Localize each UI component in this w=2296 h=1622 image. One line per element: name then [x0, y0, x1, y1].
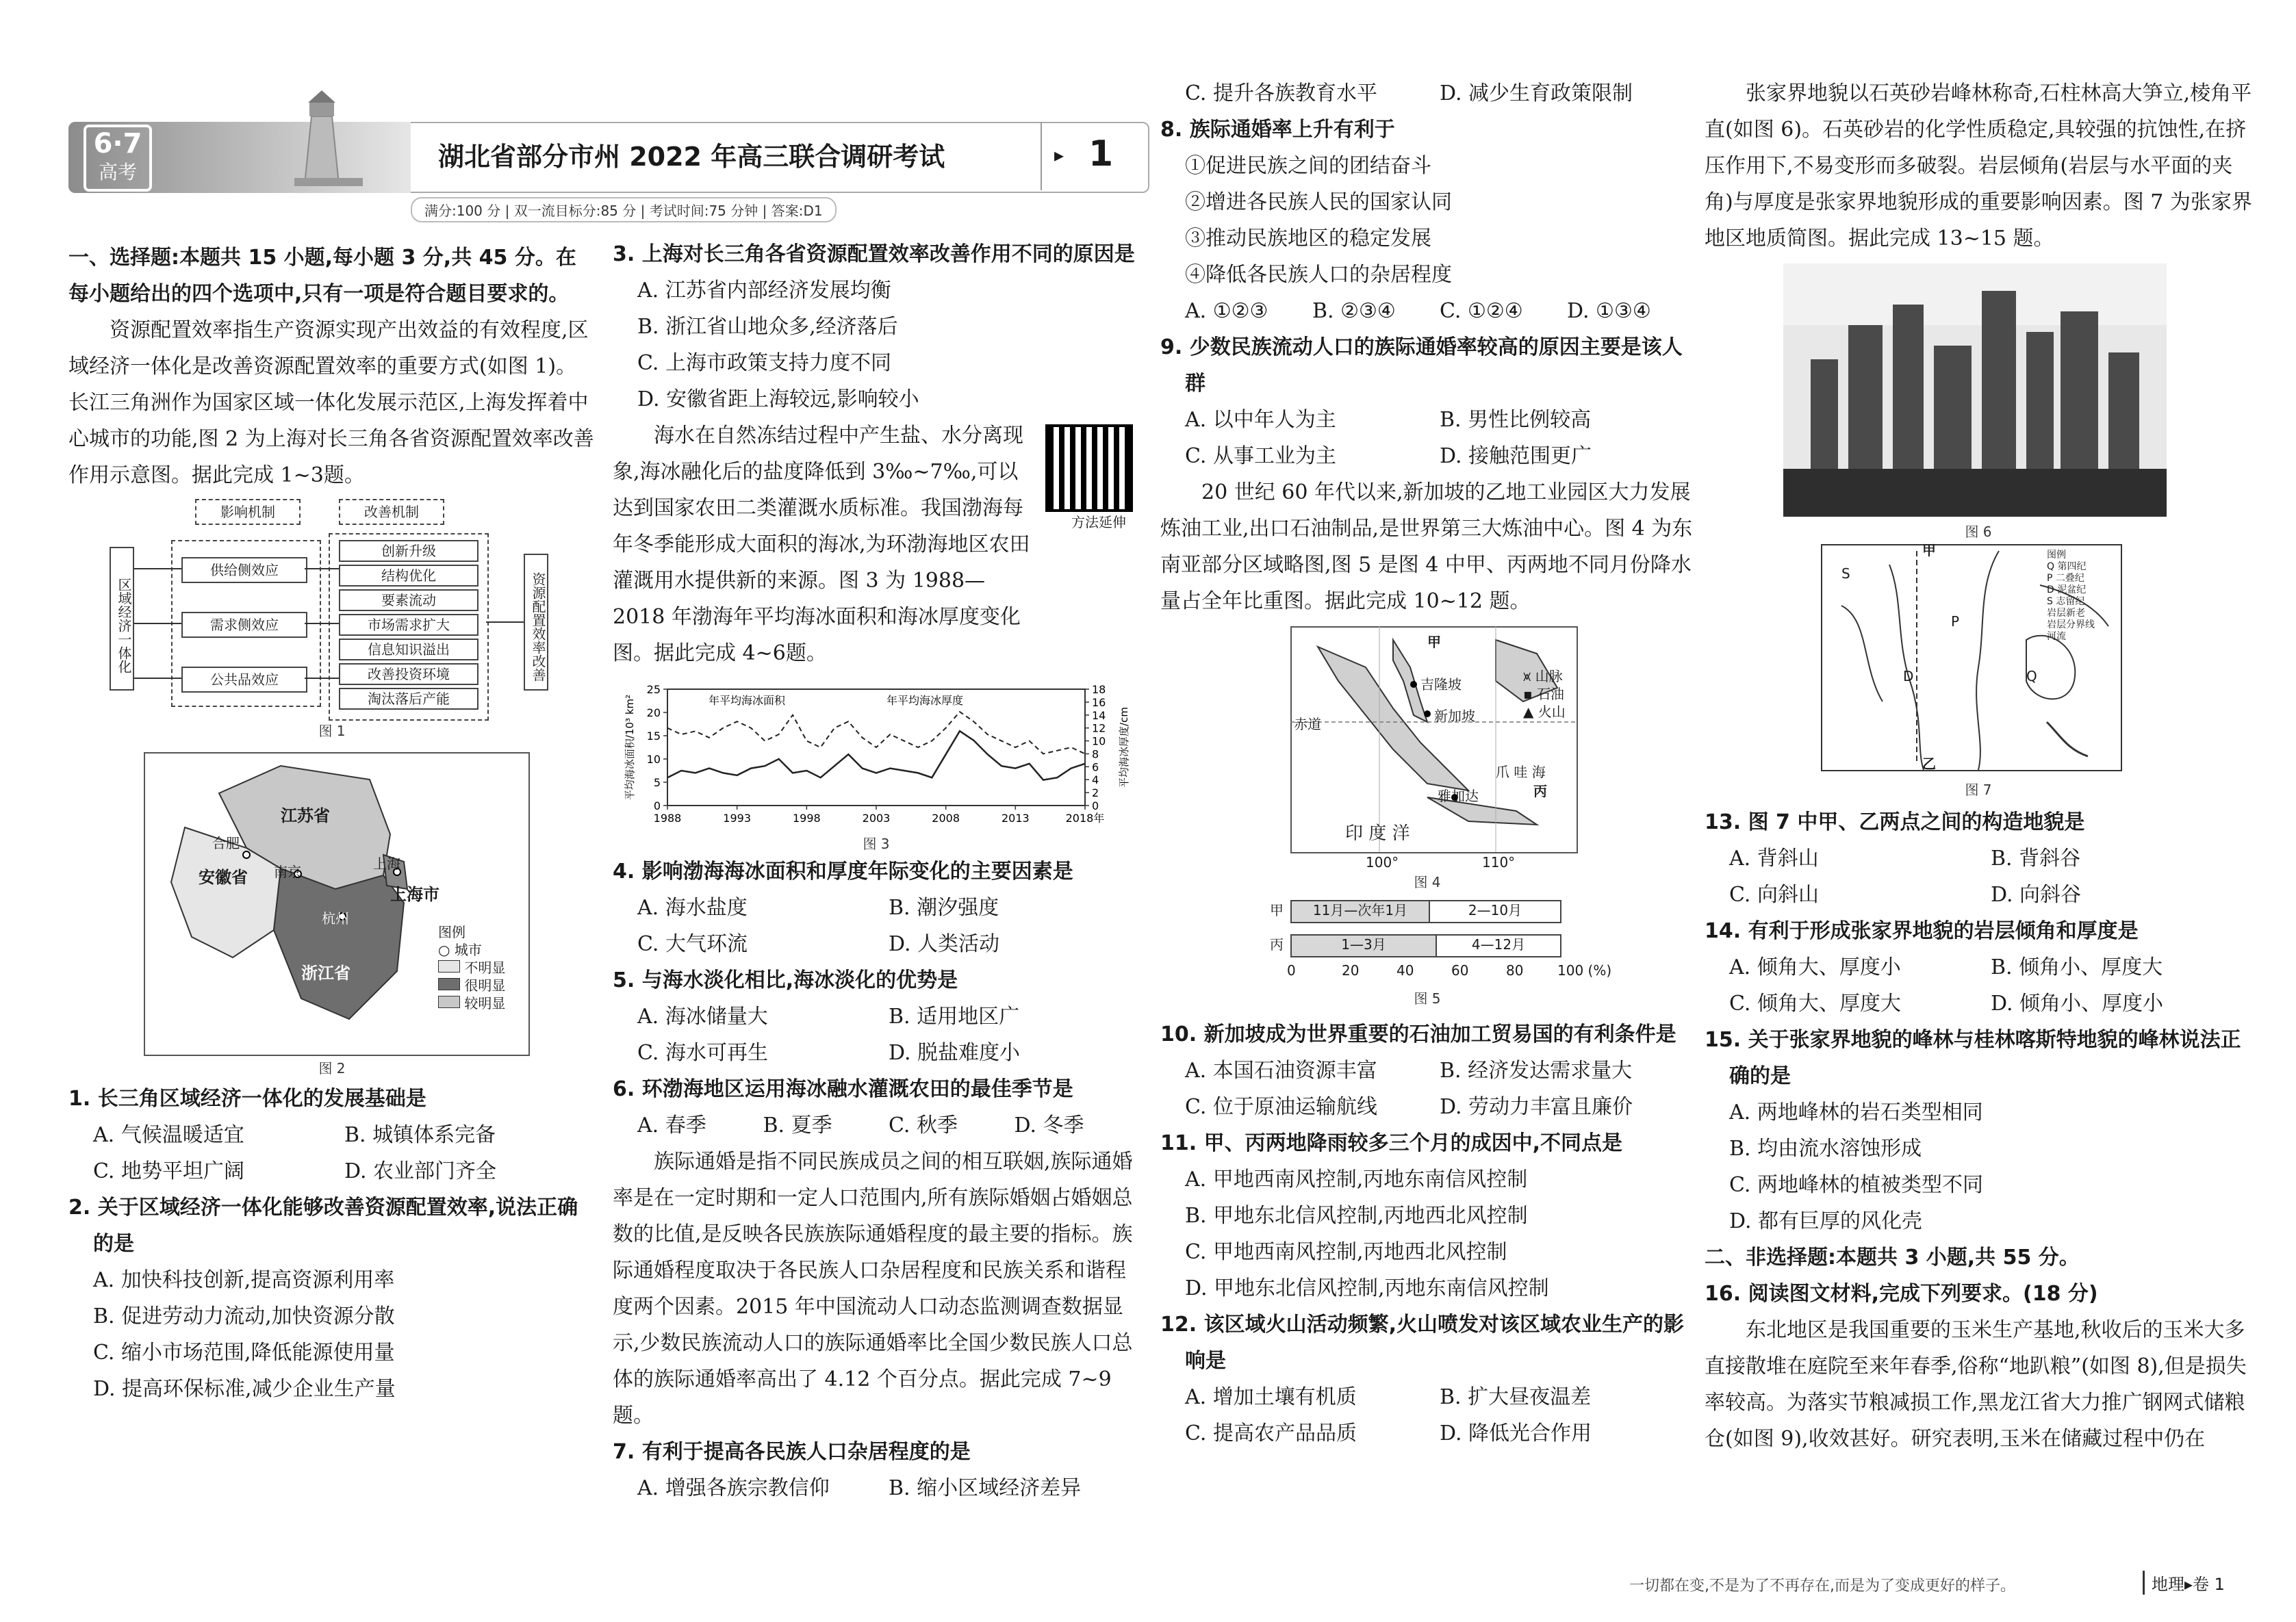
footer-page: 地理▸卷 1 [2143, 1571, 2225, 1595]
fig5-caption: 图 5 [1414, 990, 1441, 1007]
q9-opt-a[interactable]: A. 以中年人为主 [1185, 408, 1336, 432]
fig3-ytick-label: 25 [646, 683, 661, 696]
exam-header [68, 116, 1147, 219]
fig5-tick-20: 20 [1342, 962, 1360, 979]
fig3-xtick-label: 1993 [723, 812, 752, 825]
fig1-mech-2: 结构优化 [339, 565, 479, 587]
q4-stem: 4. 影响渤海海冰面积和厚度年际变化的主要因素是 [613, 860, 1073, 884]
q16-text: 东北地区是我国重要的玉米生产基地,秋收后的玉米大多直接散堆在庭院至来年春季,俗称“地趴粮”(如图 8),但是损失率较高。为落实节粮减损工作,黑龙江省大力推广钢网式储粮仓(如图 9),收效甚好。研究表明,玉米在储藏过程中仍在 [1705, 1318, 2247, 1451]
exam-title: 湖北省部分市州 2022 年高三联合调研考试 [438, 142, 945, 172]
fig2-jiangsu: 江苏省 [281, 806, 330, 825]
q4-opt-a[interactable]: A. 海水盐度 [637, 896, 748, 920]
q16-stem: 16. 阅读图文材料,完成下列要求。(18 分) [1705, 1282, 2098, 1306]
q3-opt-a[interactable]: A. 江苏省内部经济发展均衡 [637, 279, 891, 302]
q5-stem: 5. 与海水淡化相比,海冰淡化的优势是 [613, 968, 958, 992]
q14-opt-a[interactable]: A. 倾角大、厚度小 [1729, 955, 1901, 979]
fig3-ytick-right-label: 10 [1092, 734, 1106, 748]
fig7-q: Q [2026, 668, 2037, 684]
q14-opt-b[interactable]: B. 倾角小、厚度大 [1991, 955, 2163, 979]
q11-stem: 11. 甲、丙两地降雨较多三个月的成因中,不同点是 [1160, 1131, 1622, 1155]
intro-2: 海水在自然冻结过程中产生盐、水分离现象,海冰融化后的盐度降低到 3‰~7‰,可以达到国家农田二类灌溉水质标准。我国渤海每年冬季能形成大面积的海冰,为环渤海地区农田灌溉用水提供新的来源。图 3 为 1988—2018 年渤海年平均海冰面积和海冰厚度变化图。据此完成 4~6题。 [613, 424, 1030, 665]
q5-opt-d[interactable]: D. 脱盐难度小 [889, 1041, 1021, 1065]
fig1-mech-5: 信息知识溢出 [339, 639, 479, 660]
q4-options [613, 890, 1140, 962]
swatch-light [438, 960, 460, 973]
fig5-tick-80: 80 [1506, 962, 1524, 979]
q13-stem: 13. 图 7 中甲、乙两点之间的构造地貌是 [1705, 810, 2085, 834]
fig4-legend-oil [1523, 685, 1566, 703]
fig4-jakarta: 雅加达 [1438, 788, 1479, 804]
q13-options [1705, 840, 2252, 913]
figure-5 [1160, 893, 1694, 1016]
q11-opt-c[interactable]: C. 甲地西南风控制,丙地西北风控制 [1185, 1240, 1507, 1264]
q5-options [613, 999, 1140, 1071]
fig3-ytick-label: 0 [653, 799, 661, 812]
fig6-caption: 图 6 [1965, 524, 1992, 540]
q11-opt-a[interactable]: A. 甲地西南风控制,丙地东南信风控制 [1185, 1168, 1528, 1192]
q1-opt-c[interactable]: C. 地势平坦广阔 [93, 1159, 244, 1183]
q3-opt-b[interactable]: B. 浙江省山地众多,经济落后 [637, 315, 898, 339]
fig4-equator: 赤道 [1294, 716, 1321, 732]
fig3-xtick-label: 2018年 [1065, 812, 1105, 825]
q2-opt-b[interactable]: B. 促进劳动力流动,加快资源分散 [93, 1304, 395, 1328]
q15-opt-c[interactable]: C. 两地峰林的植被类型不同 [1729, 1173, 1983, 1197]
logo [84, 125, 152, 192]
fig4-legend-mountain [1523, 667, 1566, 685]
fig3-ytick-label: 10 [646, 753, 661, 766]
fig1-caption: 图 1 [318, 723, 346, 739]
figure-7 [1705, 544, 2252, 804]
fig1-mech-6: 改善投资环境 [339, 663, 479, 685]
q15-opt-a[interactable]: A. 两地峰林的岩石类型相同 [1729, 1100, 1983, 1124]
fig3-ylabel: 平均海冰面积/10³ km² [624, 694, 636, 801]
q10-opt-d[interactable]: D. 劳动力丰富且廉价 [1440, 1095, 1633, 1119]
q4-opt-b[interactable]: B. 潮汐强度 [889, 896, 999, 920]
fig7-d: D [1903, 668, 1914, 684]
q10-opt-c[interactable]: C. 位于原油运输航线 [1185, 1095, 1377, 1119]
fig3-ytick-right-label: 12 [1092, 721, 1106, 735]
fig3-chart [613, 675, 1140, 833]
fig4-map [1290, 626, 1578, 866]
swatch-mid [438, 996, 460, 1008]
q12-opt-d[interactable]: D. 降低光合作用 [1440, 1421, 1592, 1445]
q7-options-cd [1160, 75, 1694, 112]
figure-4 [1160, 626, 1694, 893]
q10-options [1160, 1053, 1694, 1125]
fig3-xtick-label: 1988 [653, 812, 682, 825]
q7-stem: 7. 有利于提高各民族人口杂居程度的是 [613, 1440, 971, 1464]
fig3-xtick-label: 2003 [862, 812, 891, 825]
intro-1: 资源配置效率指生产资源实现产出效益的有效程度,区域经济一体化是改善资源配置效率的重要方式(如图 1)。长江三角洲作为国家区域一体化发展示范区,上海发挥着中心城市的功能,图 2 为上海对长三角各省资源配置效率改善作用示意图。据此完成 1~3题。 [68, 318, 594, 487]
fig3-series-thickness-line [667, 712, 1085, 754]
q13-opt-b[interactable]: B. 背斜谷 [1991, 847, 2081, 871]
fig3-ytick-right-label: 14 [1092, 708, 1106, 722]
q12-opt-b[interactable]: B. 扩大昼夜温差 [1440, 1385, 1592, 1409]
fig3-ytick-right-label: 2 [1092, 786, 1099, 800]
fig2-legend-none [438, 959, 505, 977]
fig7-legend [2047, 550, 2095, 643]
q10-opt-a[interactable]: A. 本国石油资源丰富 [1185, 1059, 1377, 1083]
fig4-bing: 丙 [1533, 783, 1547, 799]
fig3-ytick-right-label: 6 [1092, 760, 1099, 774]
lighthouse-icon [274, 89, 370, 192]
q8-opt-b[interactable]: B. ②③④ [1312, 299, 1396, 323]
fig2-zhejiang: 浙江省 [301, 964, 350, 983]
q15-stem: 15. 关于张家界地貌的峰林与桂林喀斯特地貌的峰林说法正确的是 [1705, 1028, 2241, 1088]
q1-opt-a[interactable]: A. 气候温暖适宜 [93, 1123, 244, 1147]
fig5-tick-0: 0 [1287, 962, 1296, 979]
q6-stem: 6. 环渤海地区运用海冰融水灌溉农田的最佳季节是 [613, 1077, 1073, 1101]
fig5-tick-100: 100 (%) [1557, 962, 1612, 979]
q10-stem: 10. 新加坡成为世界重要的石油加工贸易国的有利条件是 [1160, 1022, 1676, 1046]
fig3-ytick-right-label: 0 [1092, 799, 1099, 812]
fig2-nanjing: 南京 [274, 864, 301, 880]
figure-1 [68, 499, 596, 745]
fig7-legend-d: D 泥盆纪 [2047, 584, 2087, 595]
q1-options [68, 1117, 596, 1189]
q6-opt-d[interactable]: D. 冬季 [1014, 1113, 1084, 1137]
fig3-legend-thickness: 年平均海冰厚度 [886, 694, 964, 707]
fig2-legend-more-label: 较明显 [464, 995, 506, 1012]
q9-opt-c[interactable]: C. 从事工业为主 [1185, 444, 1336, 468]
fig4-legend-volcano-label: 火山 [1538, 704, 1566, 720]
q13-opt-a[interactable]: A. 背斜山 [1729, 847, 1819, 871]
section-1-heading: 一、选择题:本题共 15 小题,每小题 3 分,共 45 分。在每小题给出的四个选项中,只有一项是符合题目要求的。 [68, 246, 576, 306]
fig2-legend-city [438, 941, 505, 959]
fig4-legend-volcano [1523, 703, 1566, 721]
q8-options [1160, 293, 1694, 329]
fig3-ylabel-right: 平均海冰厚度/cm [1118, 707, 1130, 788]
fig3-legend-area: 年平均海冰面积 [709, 694, 786, 707]
q8-opt-a[interactable]: A. ①②③ [1185, 299, 1268, 323]
fig7-caption: 图 7 [1965, 782, 1992, 798]
fig7-legend-p: P 二叠纪 [2047, 573, 2084, 584]
header-separator [1041, 122, 1042, 190]
q14-opt-c[interactable]: C. 倾角大、厚度大 [1729, 992, 1901, 1016]
q9-opt-b[interactable]: B. 男性比例较高 [1440, 408, 1592, 432]
q5-opt-c[interactable]: C. 海水可再生 [637, 1041, 768, 1065]
intro-2-block [613, 417, 1140, 671]
fig7-p: P [1951, 613, 1960, 630]
fig1-influence-label: 影响机制 [195, 499, 301, 525]
fig3-ytick-right-label: 16 [1092, 695, 1106, 709]
fig3-ytick-right-label: 18 [1092, 683, 1106, 696]
q14-stem: 14. 有利于形成张家界地貌的岩层倾角和厚度是 [1705, 919, 2139, 943]
section-2-heading: 二、非选择题:本题共 3 小题,共 55 分。 [1705, 1246, 2080, 1270]
intro-5: 张家界地貌以石英砂岩峰林称奇,石柱林高大笋立,棱角平直(如图 6)。石英砂岩的化学性质稳定,具较强的抗蚀性,在挤压作用下,不易变形而多破裂。岩层倾角(岩层与水平面的夹角)与厚度是张家界地貌形成的重要影响因素。图 7 为张家界地区地质简图。据此完成 13~15 题。 [1705, 81, 2252, 250]
q1-stem: 1. 长三角区域经济一体化的发展基础是 [68, 1087, 426, 1111]
fig4-legend-oil-label: 石油 [1536, 686, 1564, 702]
mountain-icon: ⩙ [1523, 668, 1531, 684]
fig7-legend-title: 图例 [2047, 550, 2066, 561]
footer-motto: 一切都在变,不是为了不再存在,而是为了变成更好的样子。 [1629, 1578, 2015, 1595]
fig3-ytick-label: 5 [653, 776, 661, 789]
q7-opt-d[interactable]: D. 减少生育政策限制 [1440, 81, 1633, 105]
fig1-mech-1: 创新升级 [339, 540, 479, 562]
fig1-mech-3: 要素流动 [339, 589, 479, 611]
fig3-series-area-line [667, 731, 1085, 780]
fig3-xtick-label: 2008 [932, 812, 960, 825]
fig7-legend-s: S 志留纪 [2047, 596, 2085, 607]
q4-opt-c[interactable]: C. 大气环流 [637, 932, 748, 956]
column-1 [68, 240, 596, 1407]
q6-opt-b[interactable]: B. 夏季 [763, 1113, 832, 1137]
q8-item-3: ③推动民族地区的稳定发展 [1185, 227, 1431, 250]
fig2-legend-very-label: 很明显 [464, 977, 506, 994]
fig4-legend-mountain-label: 山脉 [1535, 668, 1563, 684]
q8-stem: 8. 族际通婚率上升有利于 [1160, 118, 1395, 142]
fig1-public-effect: 公共品效应 [181, 667, 307, 693]
q6-opt-a[interactable]: A. 春季 [637, 1113, 706, 1137]
fig1-supply-effect: 供给侧效应 [181, 557, 307, 583]
q1-opt-d[interactable]: D. 农业部门齐全 [344, 1159, 497, 1183]
fig4-lon-100: 100° [1366, 854, 1399, 871]
fig1-mech-7: 淘汰落后产能 [339, 688, 479, 710]
fig5-bing-b: 4—12月 [1436, 934, 1561, 957]
fig1-efficiency: 资源配置效率改善 [524, 554, 548, 691]
fig5-tick-60: 60 [1451, 962, 1469, 979]
fig4-java-sea: 爪 哇 海 [1496, 764, 1546, 780]
q14-options [1705, 949, 2252, 1022]
fig2-hangzhou: 杭州 [322, 910, 349, 927]
q7-opt-c[interactable]: C. 提升各族教育水平 [1185, 81, 1377, 105]
fig5-jia-b: 2—10月 [1429, 900, 1561, 923]
fig4-indian-ocean: 印 度 洋 [1345, 823, 1410, 844]
q12-opt-a[interactable]: A. 增加土壤有机质 [1185, 1385, 1357, 1409]
q2-opt-c[interactable]: C. 缩小市场范围,降低能源使用量 [93, 1341, 395, 1365]
q9-options [1160, 402, 1694, 474]
fig7-s-west: S [1841, 565, 1850, 582]
q3-opt-c[interactable]: C. 上海市政策支持力度不同 [637, 351, 891, 375]
fig7-yi: 乙 [1922, 756, 1936, 772]
q8-opt-d[interactable]: D. ①③④ [1567, 299, 1651, 323]
q8-opt-c[interactable]: C. ①②④ [1440, 299, 1523, 323]
q15-opt-d[interactable]: D. 都有巨厚的风化壳 [1729, 1209, 1923, 1233]
column-4 [1705, 75, 2252, 1457]
fig4-sg: 新加坡 [1434, 708, 1475, 724]
fig2-shanghai-city: 上海市 [390, 885, 439, 904]
fig2-legend-city-label: 城市 [454, 942, 482, 958]
fig4-jia: 甲 [1427, 634, 1441, 650]
fig3-xtick-label: 1998 [792, 812, 821, 825]
column-2 [613, 236, 1140, 1506]
figure-6 [1705, 263, 2252, 544]
fig5-row-bing: 丙 [1270, 936, 1284, 953]
q1-opt-b[interactable]: B. 城镇体系完备 [344, 1123, 496, 1147]
q2-opt-a[interactable]: A. 加快科技创新,提高资源利用率 [93, 1268, 395, 1292]
fig2-shanghai: 上海 [373, 855, 400, 872]
fig2-legend-more [438, 994, 505, 1012]
fig4-lon-110: 110° [1482, 854, 1516, 871]
fig4-caption: 图 4 [1414, 874, 1441, 890]
q13-opt-c[interactable]: C. 向斜山 [1729, 883, 1819, 907]
volcano-icon: ▲ [1523, 704, 1534, 720]
fig1-improve-label: 改善机制 [339, 499, 444, 525]
fig2-legend-none-label: 不明显 [464, 960, 506, 976]
fig5-row-jia: 甲 [1270, 902, 1284, 918]
q4-opt-d[interactable]: D. 人类活动 [889, 932, 1000, 956]
q8-item-1: ①促进民族之间的团结奋斗 [1185, 154, 1431, 178]
city-dot-icon: ○ [438, 942, 450, 958]
fig3-ytick-label: 20 [646, 706, 661, 719]
arrow-right-icon: ▸ [1054, 144, 1064, 166]
fig1-regional-integration: 区域经济一体化 [110, 547, 134, 691]
figure-2 [68, 752, 596, 1081]
intro-4: 20 世纪 60 年代以来,新加坡的乙地工业园区大力发展炼油工业,出口石油制品,是世界第三大炼油中心。图 4 为东南亚部分区域略图,图 5 是图 4 中甲、丙两地不同月份降水量占全年比重图。据此完成 10~12 题。 [1160, 480, 1693, 613]
q7-opt-b[interactable]: B. 缩小区域经济差异 [889, 1476, 1082, 1500]
fig1-demand-effect: 需求侧效应 [181, 612, 307, 638]
fig2-legend [438, 923, 505, 1012]
q3-stem: 3. 上海对长三角各省资源配置效率改善作用不同的原因是 [613, 242, 1135, 266]
fig3-xtick-label: 2013 [1001, 812, 1030, 825]
fig5-tick-40: 40 [1396, 962, 1414, 979]
paper-number: 1 [1088, 133, 1114, 175]
fig7-legend-river: 河流 [2047, 631, 2066, 642]
q2-opt-d[interactable]: D. 提高环保标准,减少企业生产量 [93, 1377, 396, 1401]
fig2-legend-very [438, 977, 505, 994]
exam-meta: 满分:100 分 | 双一流目标分:85 分 | 考试时间:75 分钟 | 答案:D1 [411, 197, 837, 222]
q3-opt-d[interactable]: D. 安徽省距上海较远,影响较小 [637, 387, 919, 411]
fig5-jia-a: 11月—次年1月 [1290, 900, 1430, 923]
q9-stem: 9. 少数民族流动人口的族际通婚率较高的原因主要是该人群 [1160, 335, 1683, 396]
fig4-legend [1523, 667, 1566, 721]
q5-opt-a[interactable]: A. 海冰储量大 [637, 1005, 768, 1029]
fig7-legend-q: Q 第四纪 [2047, 561, 2087, 572]
figure-3 [613, 675, 1140, 853]
q6-opt-c[interactable]: C. 秋季 [889, 1113, 958, 1137]
qr-code-icon[interactable] [1045, 424, 1133, 512]
fig1-mech-4: 市场需求扩大 [339, 614, 479, 636]
q12-opt-c[interactable]: C. 提高农产品品质 [1185, 1421, 1357, 1445]
fig7-jia: 甲 [1922, 542, 1936, 558]
fig4-kl: 吉隆坡 [1420, 676, 1462, 693]
q7-options-ab [613, 1470, 1140, 1506]
fig2-legend-title: 图例 [438, 924, 465, 940]
fig7-legend-boundary: 岩层分界线 [2047, 619, 2095, 630]
q14-opt-d[interactable]: D. 倾角小、厚度小 [1991, 992, 2164, 1016]
q12-options [1160, 1379, 1694, 1452]
q7-opt-a[interactable]: A. 增强各族宗教信仰 [637, 1476, 830, 1500]
column-3 [1160, 75, 1694, 1452]
swatch-dark [438, 978, 460, 990]
qr-label: 方法延伸 [1071, 514, 1126, 530]
q5-opt-b[interactable]: B. 适用地区广 [889, 1005, 1020, 1029]
logo-number: 6·7 [93, 128, 142, 159]
q13-opt-d[interactable]: D. 向斜谷 [1991, 883, 2082, 907]
fig3-ytick-right-label: 8 [1092, 747, 1099, 761]
q8-item-4: ④降低各民族人口的杂居程度 [1185, 263, 1452, 287]
fig3-caption: 图 3 [863, 836, 890, 852]
q2-stem: 2. 关于区域经济一体化能够改善资源配置效率,说法正确的是 [68, 1196, 578, 1256]
intro-3: 族际通婚是指不同民族成员之间的相互联姻,族际通婚率是在一定时期和一定人口范围内,所有族际婚姻占婚姻总数的比值,是反映各民族族际通婚程度的最主要的指标。族际通婚程度取决于各民族人口杂居程度和民族关系和谐程度两个因素。2015 年中国流动人口动态监测调查数据显示,少数民族流动人口的族际通婚率比全国少数民族人口总体的族际通婚率高出了 4.12 个百分点。据此完成 7~9 题。 [613, 1150, 1133, 1428]
q8-item-2: ②增进各民族人民的国家认同 [1185, 190, 1452, 214]
q11-opt-b[interactable]: B. 甲地东北信风控制,丙地西北风控制 [1185, 1204, 1528, 1228]
q6-options [613, 1107, 1140, 1144]
q15-opt-b[interactable]: B. 均由流水溶蚀形成 [1729, 1137, 1922, 1161]
fig3-ytick-right-label: 4 [1092, 773, 1099, 787]
q9-opt-d[interactable]: D. 接触范围更广 [1440, 444, 1592, 468]
fig3-ytick-label: 15 [646, 730, 661, 743]
q12-stem: 12. 该区域火山活动频繁,火山喷发对该区域农业生产的影响是 [1160, 1313, 1684, 1373]
fig1-arrows [68, 499, 596, 745]
oil-icon: ▪ [1523, 686, 1533, 702]
fig7-legend-age: 岩层新老 [2047, 608, 2085, 619]
q10-opt-b[interactable]: B. 经济发达需求量大 [1440, 1059, 1633, 1083]
fig2-anhui: 安徽省 [199, 868, 248, 887]
fig2-hefei: 合肥 [212, 835, 240, 851]
q11-opt-d[interactable]: D. 甲地东北信风控制,丙地东南信风控制 [1185, 1276, 1549, 1300]
fig6-photo-pillars [1783, 263, 2167, 517]
fig2-caption: 图 2 [318, 1060, 346, 1077]
fig5-bing-a: 1—3月 [1290, 934, 1437, 957]
logo-text: 高考 [98, 161, 137, 183]
